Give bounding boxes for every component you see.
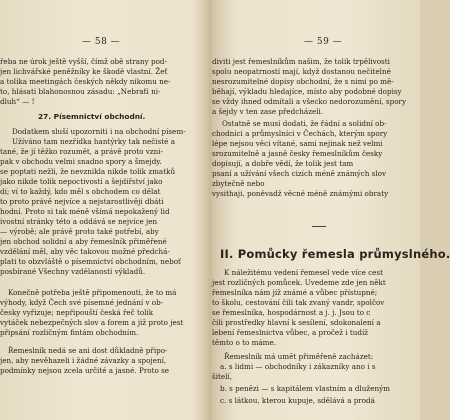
text-line: zbytečně nebo	[212, 179, 265, 188]
text-line: plati to obzvláště o písemnictví obchodním, neboť	[0, 257, 181, 266]
text-line: jako nikde tolik nepoctivostí a šejdířství jako	[0, 177, 163, 186]
text-line: Řemeslník nedá se ani dost důkladně připo-	[8, 346, 168, 355]
text-line: podmínky nejsou zcela určité a jasné. Proto se	[0, 366, 170, 375]
divider	[312, 226, 326, 227]
page-number-right: — 59 —	[304, 37, 343, 47]
text-line: dluh“ — !	[0, 97, 35, 106]
text-line: Konečně potřeba ještě připomenouti, že to má	[8, 288, 177, 297]
text-line: Řemeslník má umět přiměřeně zacházet:	[224, 352, 374, 361]
text-line: nesrozumitelné dopisy obchodní, že s nimi po mě-	[212, 77, 394, 86]
text-line: jen obchod solidní a aby řemeslník přiměřené	[0, 237, 167, 246]
text-line: a šejdy v ten zase předcházeli.	[212, 107, 324, 116]
text-line: lépe nejsou věci vítané, sami nejinak než velmi	[212, 139, 383, 148]
right-page	[212, 0, 450, 420]
text-line: hodní. Proto si tak méně všímá nepokažený lid	[0, 207, 170, 216]
text-line: a. s lidmi — obchodníky i zákazníky ano i s	[220, 362, 376, 371]
text-line: jen lichvářské peněžníky ke škodě vlastní. Žeť	[0, 67, 168, 76]
text-line: posbírané Všechny vzdělaností výkladů.	[0, 267, 146, 276]
text-line: diviti jest řemeslníkům našim, že tolik trpělivosti	[212, 57, 390, 66]
text-line: vytáček nebezpečných slov a forem a již proto jest	[0, 318, 184, 327]
text-line: pak v obchodu velmi snadno spory a šmejdy.	[0, 157, 162, 166]
text-line: dí; ví to každý, kdo měl s obchodem co dělat	[0, 187, 161, 196]
text-line: Ostatně se musí dodati, že řádní a solidní ob-	[222, 119, 387, 128]
text-line: to, hlásati blahonosnou zásadu: „Nebraťi ni-	[0, 87, 161, 96]
text-line: to proto právě nejvíce a nejstarostlivěji dbáti	[0, 197, 164, 206]
text-line: Užíváno tam nezřídka hantýrky tak nečisté a	[12, 137, 175, 146]
text-line: ivostní stránky této a oddává se nejvíce jen	[0, 217, 158, 226]
text-line: se poptati nežli, že nevznikla nikde tolik zmatků	[0, 167, 176, 176]
text-line: vysithaji, poněvadž věcné méně známými obraty	[212, 189, 389, 198]
text-line: — výrobě; ale právě proto také potřebí, aby	[0, 227, 159, 236]
text-line: b. s penězi — s kapitálem vlastním a dluženým	[220, 384, 390, 393]
text-line: K náležitému vedení řemesel vede více cest	[224, 268, 383, 277]
text-line: výhody, když Čech své písemné jednání v ob-	[0, 298, 164, 307]
text-line: šitelí,	[212, 372, 233, 381]
text-line: se vždy ihned odmítali a všecko nedorozumění, spory	[212, 97, 407, 106]
text-line: běhají, výkladu hledajíce, místo aby podobné dopisy	[212, 87, 402, 96]
section-heading: 27. Písemnictví obchodní.	[38, 112, 146, 121]
text-line: psaní a užívání všech cizích méně známých slov	[212, 169, 387, 178]
text-line: se řemeslníka, hospodárnost a j. j. Jsou to c	[212, 308, 371, 317]
chapter-heading: II. Pomůcky řemesla průmyslného.	[220, 247, 450, 261]
text-line: jen, aby nevěhazeli i žádné závazky a spojení,	[0, 356, 167, 365]
text-line: řeba ne úrok ještě vyšší, čímž obě strany pod-	[0, 57, 167, 66]
text-line: Dodatkem sluší upozorniti i na obchodní písem-	[12, 127, 186, 136]
text-line: srozumitelně a jasně česky řemeslníkům česky	[212, 149, 383, 158]
text-line: česky vyřizuje; nepřipouští česká řeč tolik	[0, 308, 154, 317]
text-line: vzdělání měl, aby věc takovou možné předchá-	[0, 247, 170, 256]
text-line: a tolika meetingách českých někdy nikomu ne-	[0, 77, 171, 86]
text-line: chodníci a průmyslníci v Čechách, kterým spory	[212, 129, 388, 138]
page-number-left: — 58 —	[82, 37, 121, 47]
text-line: těmto o to máme.	[212, 338, 277, 347]
text-line: spolu neopatrností mají, když dostanou nečitelné	[212, 67, 391, 76]
text-line: to školu, cestování čili tak zvaný vandr, spolčov	[212, 298, 385, 307]
text-line: řemeslníka nám jíž známé a vůbec přístupné;	[212, 288, 378, 297]
text-line: c. s látkou, kterou kupuje, sdělává a prodá	[220, 396, 375, 405]
text-line: jest rozličných pomůcek. Uvedeme zde jen někt	[212, 278, 386, 287]
left-page	[0, 0, 205, 420]
text-line: dopisují, a dobře vědí, že tolik jest tam	[212, 159, 354, 168]
text-line: připsání rozličným fintám obchodním.	[0, 328, 139, 337]
text-line: čili prostředky hlavní k sesílení, sdokonalení a	[212, 318, 381, 327]
text-line: tané, že jí těžko rozumět, a právě proto vzni-	[0, 147, 163, 156]
text-line: lebení řemeslnictva vůbec, a pročež i tudíž	[212, 328, 369, 337]
